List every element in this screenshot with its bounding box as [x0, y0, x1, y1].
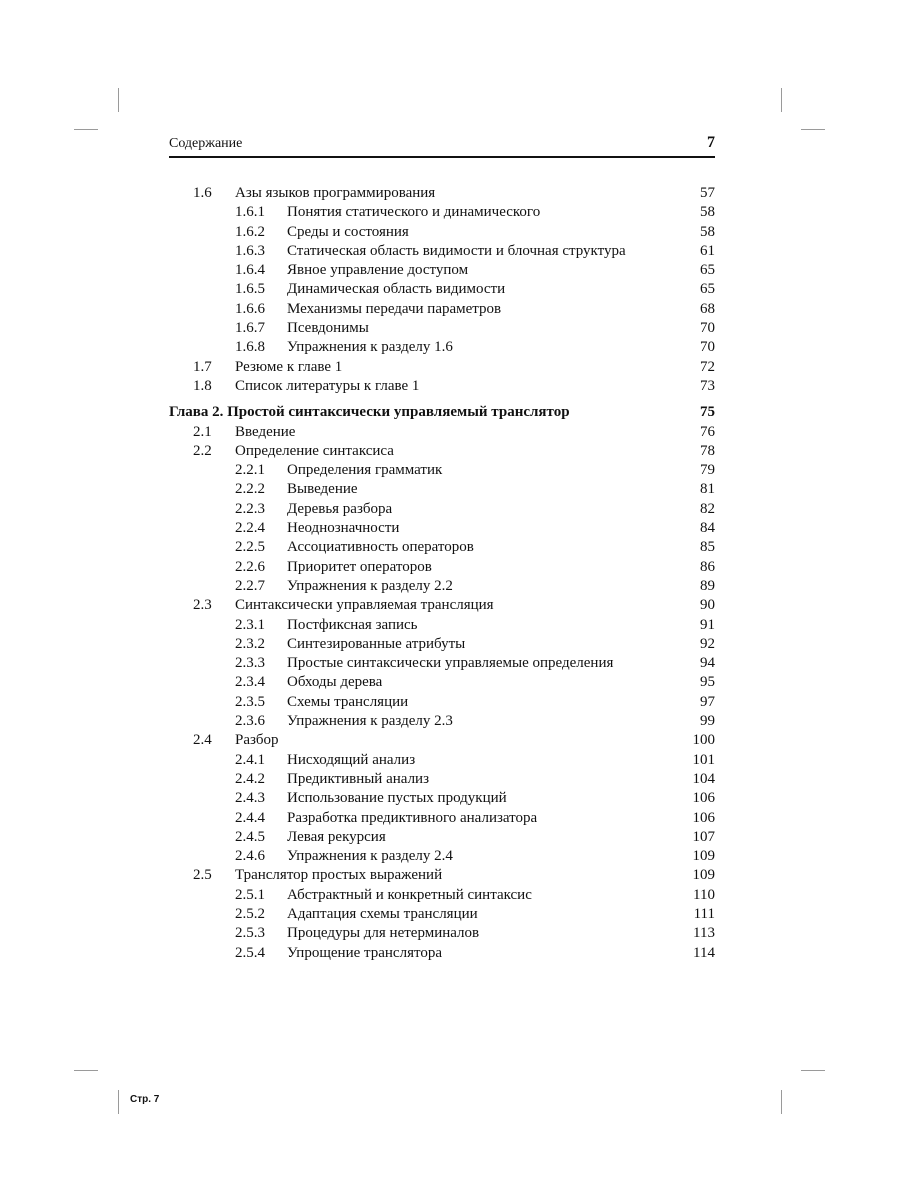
toc-entry-title: Деревья разбора: [287, 500, 393, 517]
toc-entry-number: 2.4.6: [235, 848, 265, 865]
toc-entry: [169, 280, 715, 299]
toc-entry-title: Нисходящий анализ: [287, 751, 416, 768]
crop-mark: [781, 1090, 782, 1114]
toc-entry-page: 57: [700, 185, 715, 201]
toc-entry-number: 1.6.7: [235, 320, 265, 337]
toc-entry-page: 107: [692, 828, 715, 845]
toc-entry: [169, 654, 715, 673]
toc-entry: [169, 203, 715, 222]
toc-entry-number: 2.2.3: [235, 500, 265, 517]
toc-entry-page: 97: [700, 693, 715, 710]
toc-entry: [169, 300, 715, 319]
toc-entry: [169, 789, 715, 808]
toc-entry-page: 114: [693, 944, 715, 961]
toc-entry-number: 2.2.4: [235, 520, 265, 537]
toc-entry-title: Резюме к главе 1: [235, 358, 343, 375]
toc-entry-title: Определение синтаксиса: [235, 442, 394, 459]
toc-entry-page: 109: [692, 848, 715, 865]
toc-entry-title: Механизмы передачи параметров: [287, 300, 502, 317]
toc-entry-page: 84: [700, 520, 715, 537]
toc-entry-page: 113: [693, 925, 715, 942]
toc-entry-title: Простые синтаксически управляемые определения: [287, 655, 614, 672]
toc-entry: [169, 712, 715, 731]
toc-entry: [169, 905, 715, 924]
toc-entry-page: 86: [700, 558, 715, 575]
toc-entry-number: 2.5.3: [235, 925, 265, 942]
toc-entry-title: Ассоциативность операторов: [287, 539, 474, 556]
toc-entry-number: 2.3.6: [235, 713, 265, 730]
toc-entry-number: 1.8: [193, 377, 212, 394]
toc-entry-page: 65: [700, 281, 715, 298]
toc-entry-page: 104: [692, 770, 715, 787]
toc-entry-title: Среды и состояния: [287, 223, 409, 240]
toc-entry: [169, 519, 715, 538]
toc-entry-page: 78: [700, 442, 715, 459]
toc-entry-number: 1.6.4: [235, 262, 265, 279]
table-of-contents: [169, 184, 715, 963]
toc-entry-title: Приоритет операторов: [287, 558, 432, 575]
toc-entry-title: Глава 2. Простой синтаксически управляемый транслятор: [169, 404, 570, 421]
toc-entry: [169, 338, 715, 357]
toc-entry: [169, 184, 715, 203]
toc-entry: [169, 377, 715, 396]
toc-entry-page: 58: [700, 204, 715, 221]
toc-entry-page: 73: [700, 377, 715, 394]
toc-entry-page: 81: [700, 481, 715, 498]
toc-entry-number: 1.6.8: [235, 339, 265, 356]
toc-entry-page: 70: [700, 339, 715, 356]
toc-entry-title: Синтаксически управляемая трансляция: [235, 597, 494, 614]
toc-entry: [169, 616, 715, 635]
toc-entry: [169, 558, 715, 577]
toc-entry-title: Адаптация схемы трансляции: [287, 905, 478, 922]
toc-entry: [169, 866, 715, 885]
toc-entry-title: Выведение: [287, 481, 358, 498]
page-number: 7: [707, 134, 715, 151]
toc-entry-title: Упражнения к разделу 2.3: [287, 713, 453, 730]
toc-entry-page: 70: [700, 320, 715, 337]
toc-entry-page: 90: [700, 597, 715, 614]
toc-entry-number: 2.2.5: [235, 539, 265, 556]
toc-entry-title: Псевдонимы: [287, 320, 369, 337]
toc-entry-number: 2.2.2: [235, 481, 265, 498]
toc-entry-title: Разбор: [235, 732, 279, 749]
toc-entry-title: Статическая область видимости и блочная структура: [287, 242, 626, 259]
toc-entry-number: 2.4.1: [235, 751, 265, 768]
toc-entry-number: 2.5.4: [235, 944, 265, 961]
toc-entry-title: Упражнения к разделу 2.2: [287, 577, 453, 594]
crop-mark: [118, 88, 119, 112]
crop-mark: [801, 1070, 825, 1071]
toc-entry-page: 75: [700, 404, 715, 421]
page-header: [169, 134, 715, 158]
toc-entry-page: 68: [700, 300, 715, 317]
toc-entry: [169, 480, 715, 499]
toc-entry-title: Разработка предиктивного анализатора: [287, 809, 538, 826]
toc-entry-number: 1.6.2: [235, 223, 265, 240]
toc-entry-title: Обходы дерева: [287, 674, 383, 691]
running-head: Содержание: [169, 136, 243, 151]
toc-entry-title: Использование пустых продукций: [287, 790, 507, 807]
toc-entry: [169, 358, 715, 377]
toc-entry: [169, 944, 715, 963]
toc-entry: [169, 242, 715, 261]
toc-entry: [169, 442, 715, 461]
toc-entry-title: Абстрактный и конкретный синтаксис: [287, 886, 532, 903]
toc-entry: [169, 261, 715, 280]
toc-entry: [169, 500, 715, 519]
toc-entry: [169, 770, 715, 789]
toc-entry: [169, 847, 715, 866]
toc-entry-page: 79: [700, 462, 715, 479]
toc-entry: [169, 596, 715, 615]
crop-mark: [781, 88, 782, 112]
toc-entry-title: Упрощение транслятора: [287, 944, 442, 961]
toc-entry-number: 2.2.6: [235, 558, 265, 575]
toc-entry: [169, 461, 715, 480]
toc-entry: [169, 886, 715, 905]
toc-entry: [169, 538, 715, 557]
toc-entry-page: 111: [693, 905, 715, 922]
toc-entry: [169, 577, 715, 596]
crop-mark: [801, 129, 825, 130]
toc-entry-number: 2.4.2: [235, 770, 265, 787]
toc-entry: [169, 751, 715, 770]
crop-mark: [118, 1090, 119, 1114]
toc-entry-title: Определения грамматик: [287, 462, 443, 479]
toc-entry-number: 2.5: [193, 867, 212, 884]
toc-entry: [169, 828, 715, 847]
toc-entry-number: 2.1: [193, 423, 212, 440]
toc-entry-number: 1.7: [193, 358, 212, 375]
toc-entry-title: Явное управление доступом: [287, 262, 469, 279]
toc-entry-number: 2.3.1: [235, 616, 265, 633]
toc-entry-page: 94: [700, 655, 715, 672]
toc-entry-number: 2.4.5: [235, 828, 265, 845]
toc-entry: [169, 924, 715, 943]
toc-entry-title: Левая рекурсия: [287, 828, 386, 845]
toc-chapter-entry: [169, 403, 715, 422]
toc-entry-page: 89: [700, 577, 715, 594]
toc-entry-number: 1.6.1: [235, 204, 265, 221]
toc-entry-page: 72: [700, 358, 715, 375]
toc-entry-number: 1.6.5: [235, 281, 265, 298]
toc-entry-page: 76: [700, 423, 715, 440]
toc-entry-page: 92: [700, 635, 715, 652]
toc-entry-page: 61: [700, 242, 715, 259]
toc-entry-number: 2.2: [193, 442, 212, 459]
toc-entry-number: 1.6.6: [235, 300, 265, 317]
toc-entry-title: Понятия статического и динамического: [287, 204, 541, 221]
toc-entry: [169, 635, 715, 654]
toc-entry-page: 109: [692, 867, 715, 884]
toc-entry-title: Схемы трансляции: [287, 693, 409, 710]
toc-entry-title: Азы языков программирования: [235, 185, 436, 201]
toc-entry-page: 95: [700, 674, 715, 691]
footer-page-mark: Стр. 7: [130, 1094, 160, 1105]
toc-entry-number: 1.6: [193, 185, 212, 201]
toc-entry-number: 2.2.1: [235, 462, 265, 479]
toc-entry-number: 2.3: [193, 597, 212, 614]
toc-entry-number: 2.3.2: [235, 635, 265, 652]
toc-entry-title: Синтезированные атрибуты: [287, 635, 466, 652]
toc-entry-number: 1.6.3: [235, 242, 265, 259]
toc-entry-page: 110: [693, 886, 715, 903]
toc-entry-number: 2.5.2: [235, 905, 265, 922]
toc-entry-number: 2.4.3: [235, 790, 265, 807]
toc-entry-title: Введение: [235, 423, 296, 440]
toc-entry: [169, 223, 715, 242]
toc-entry: [169, 809, 715, 828]
toc-entry-title: Неоднозначности: [287, 520, 400, 537]
toc-entry-title: Упражнения к разделу 1.6: [287, 339, 453, 356]
toc-entry-number: 2.3.5: [235, 693, 265, 710]
toc-entry-page: 85: [700, 539, 715, 556]
crop-mark: [74, 129, 98, 130]
toc-entry-page: 101: [692, 751, 715, 768]
toc-entry: [169, 673, 715, 692]
toc-entry: [169, 693, 715, 712]
toc-entry-number: 2.4.4: [235, 809, 265, 826]
toc-entry-title: Процедуры для нетерминалов: [287, 925, 480, 942]
toc-entry-page: 91: [700, 616, 715, 633]
toc-entry-number: 2.2.7: [235, 577, 265, 594]
toc-entry-page: 82: [700, 500, 715, 517]
toc-entry-number: 2.4: [193, 732, 212, 749]
toc-entry-title: Список литературы к главе 1: [235, 377, 420, 394]
toc-entry-page: 100: [692, 732, 715, 749]
toc-entry-title: Транслятор простых выражений: [235, 867, 443, 884]
toc-entry-page: 99: [700, 713, 715, 730]
toc-entry: [169, 731, 715, 750]
toc-entry: [169, 423, 715, 442]
toc-entry-number: 2.3.3: [235, 655, 265, 672]
toc-entry-title: Динамическая область видимости: [287, 281, 506, 298]
toc-entry-page: 65: [700, 262, 715, 279]
toc-entry: [169, 319, 715, 338]
toc-entry-title: Предиктивный анализ: [287, 770, 430, 787]
toc-entry-page: 106: [692, 809, 715, 826]
toc-entry-page: 106: [692, 790, 715, 807]
toc-entry-title: Упражнения к разделу 2.4: [287, 848, 453, 865]
toc-entry-number: 2.5.1: [235, 886, 265, 903]
toc-entry-page: 58: [700, 223, 715, 240]
crop-mark: [74, 1070, 98, 1071]
toc-entry-number: 2.3.4: [235, 674, 265, 691]
toc-entry-title: Постфиксная запись: [287, 616, 418, 633]
